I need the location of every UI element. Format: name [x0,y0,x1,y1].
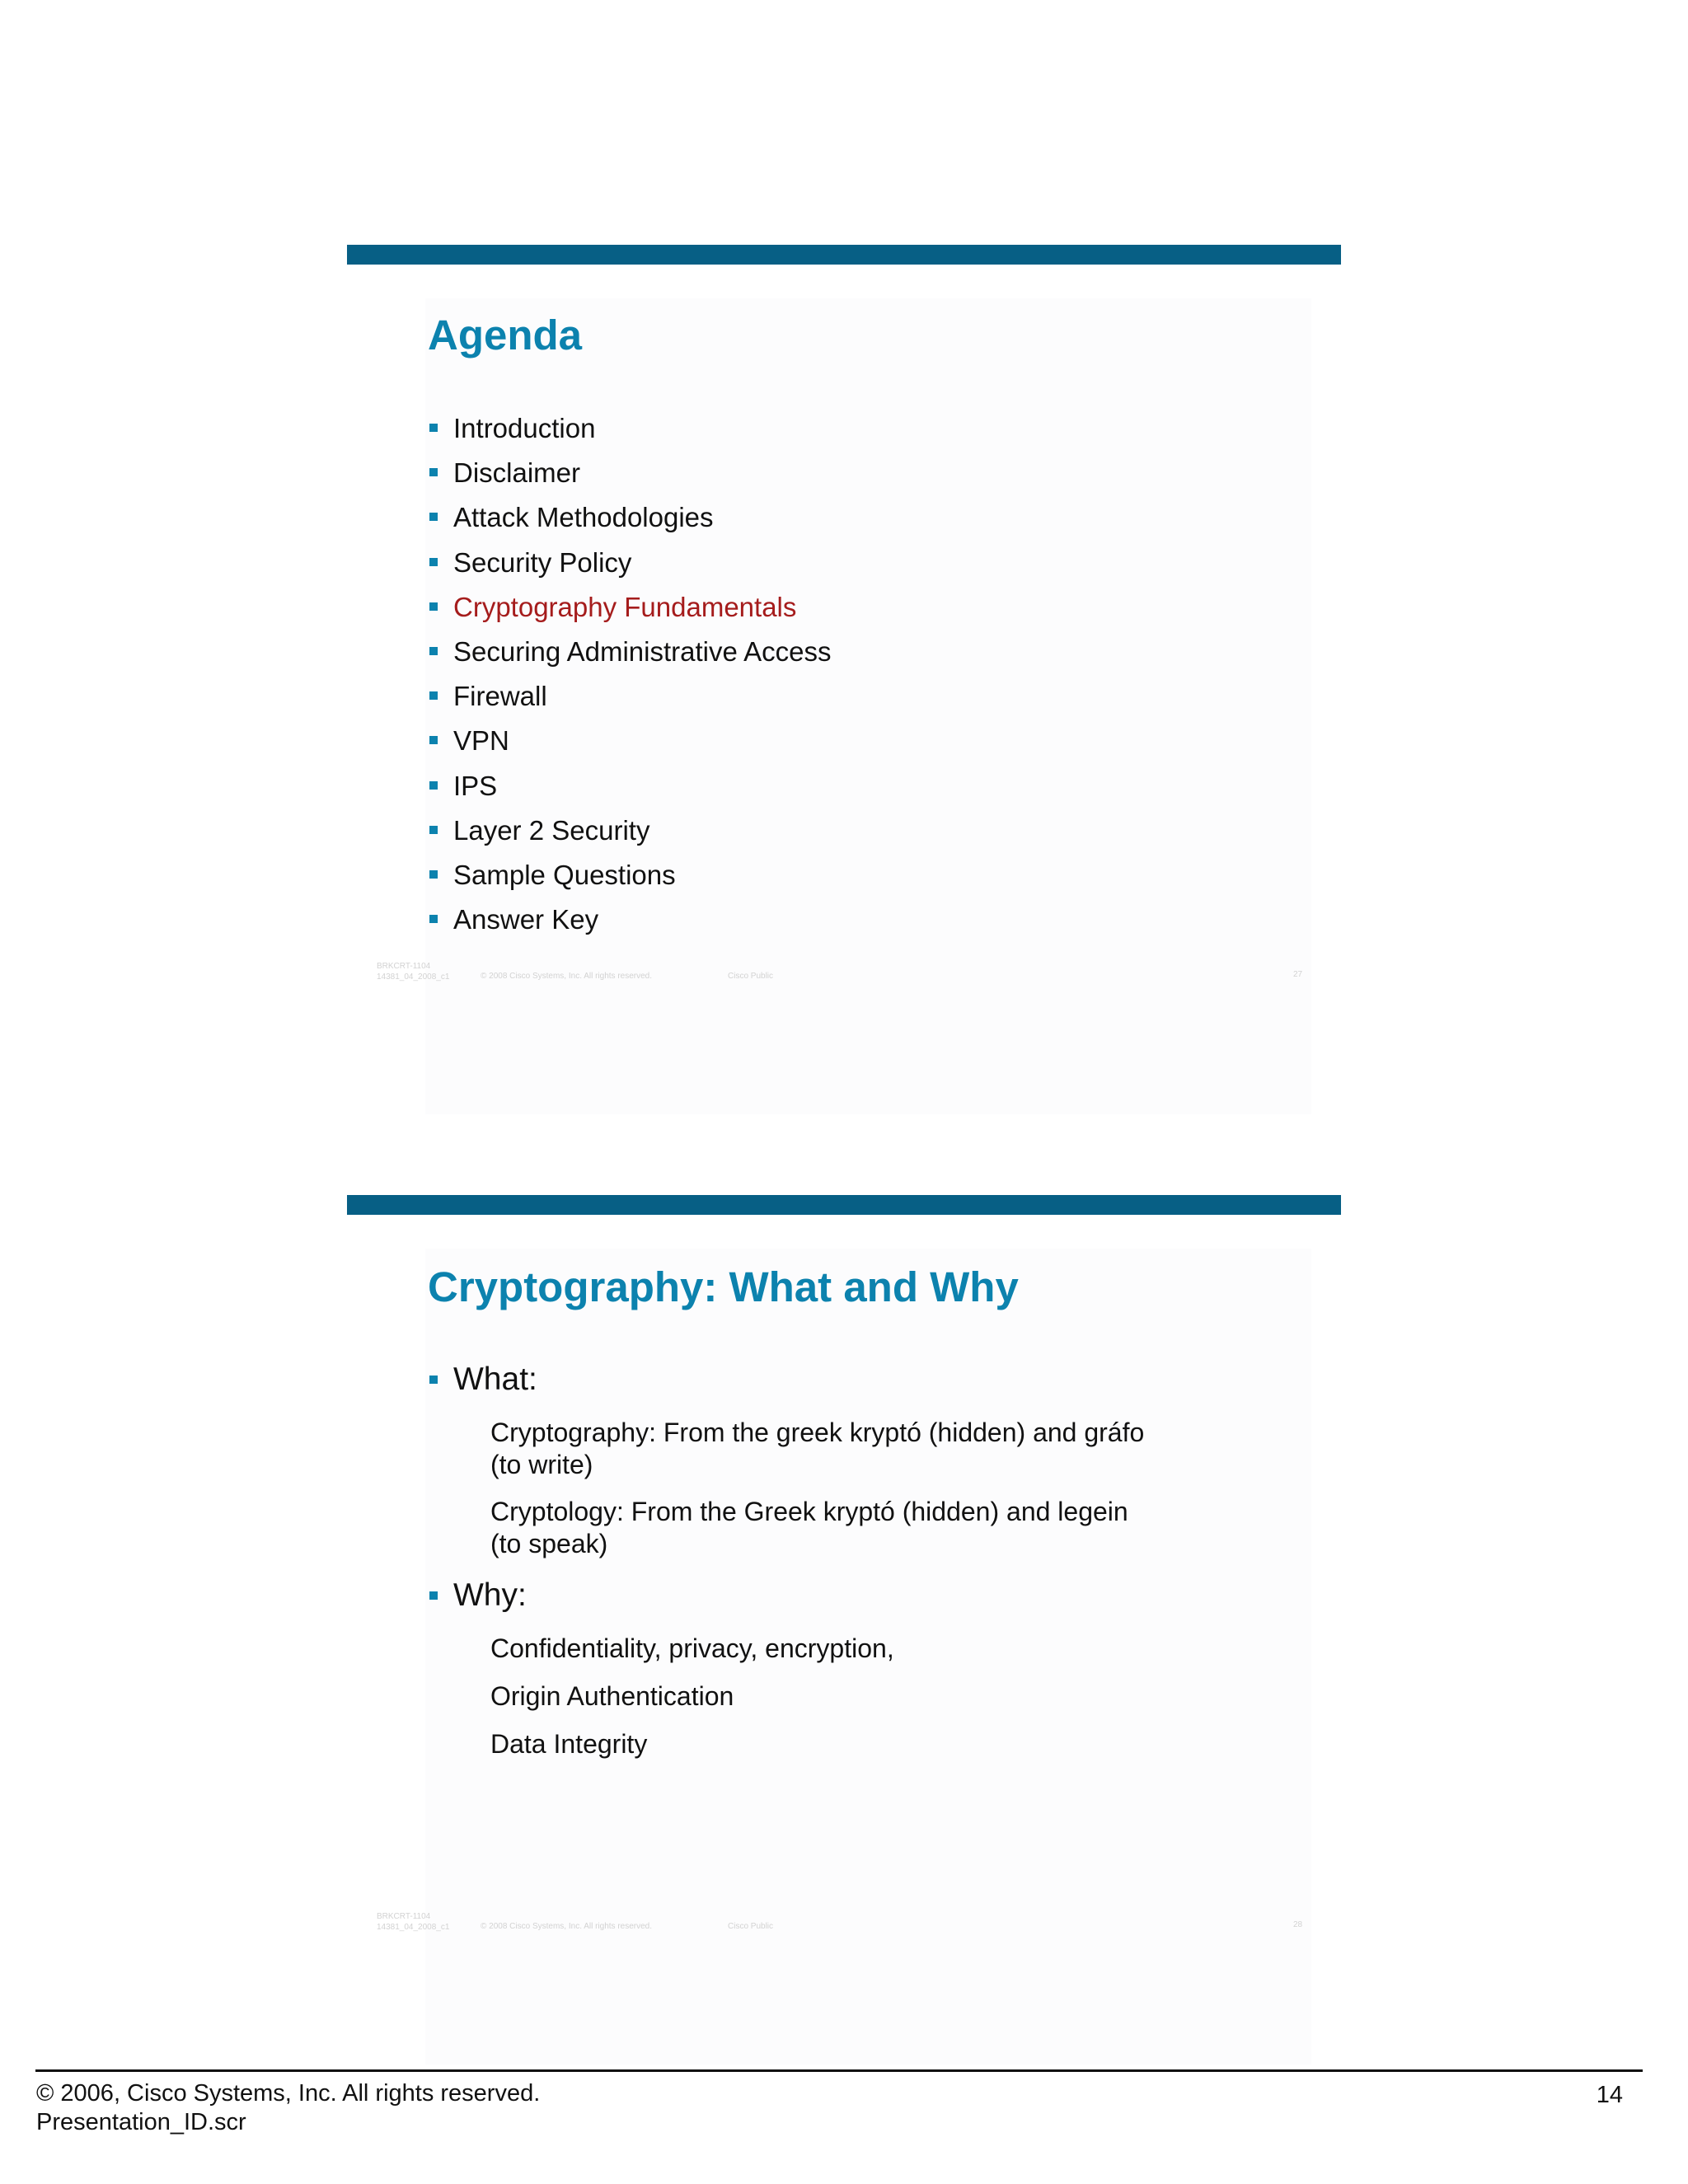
agenda-item: Introduction [428,406,832,451]
why-heading: Why: [428,1577,527,1614]
bullet-square-icon [429,691,438,700]
slide-classification: Cisco Public [728,1922,774,1931]
agenda-item: Sample Questions [428,853,832,898]
bullet-square-icon [429,915,438,923]
why-item: Data Integrity [490,1729,648,1759]
bullet-square-icon [429,781,438,790]
agenda-item: Securing Administrative Access [428,630,832,674]
agenda-list [428,406,832,942]
bullet-square-icon [429,647,438,655]
agenda-item: IPS [428,764,832,808]
agenda-item: Disclaimer [428,451,832,495]
slide-header-bar [347,1195,1341,1215]
slide-title: Cryptography: What and Why [428,1263,1019,1310]
slide-header-bar [347,245,1341,265]
bullet-square-icon [429,602,438,611]
slide-copyright: © 2008 Cisco Systems, Inc. All rights reserved. [481,972,653,981]
agenda-item: Firewall [428,674,832,719]
agenda-item: Answer Key [428,898,832,942]
bullet-square-icon [429,1376,438,1384]
agenda-item: Attack Methodologies [428,495,832,540]
page-source-file: Presentation_ID.scr [36,2109,246,2135]
page-copyright: © 2006, Cisco Systems, Inc. All rights reserved. [36,2080,541,2107]
page-footer-rule [35,2069,1643,2072]
slide-session-id: BRKCRT-1104 14381_04_2008_c1 [377,962,450,982]
slide-agenda [347,245,1341,1118]
agenda-item: Security Policy [428,541,832,585]
slide-classification: Cisco Public [728,972,774,981]
slide-number: 28 [1293,1920,1303,1929]
bullet-square-icon [429,736,438,744]
slide-copyright: © 2008 Cisco Systems, Inc. All rights reserved. [481,1922,653,1931]
bullet-square-icon [429,513,438,521]
page-number: 14 [1596,2082,1623,2108]
bullet-square-icon [429,424,438,432]
what-item: Cryptology: From the Greek kryptó (hidden) and legein (to speak) [490,1497,1128,1558]
agenda-item: Layer 2 Security [428,808,832,853]
agenda-item-current: Cryptography Fundamentals [428,585,832,630]
what-item: Cryptography: From the greek kryptó (hidden) and gráfo (to write) [490,1418,1145,1479]
bullet-square-icon [429,558,438,566]
why-item: Confidentiality, privacy, encryption, [490,1633,894,1663]
bullet-square-icon [429,468,438,476]
why-item: Origin Authentication [490,1681,734,1711]
what-heading: What: [428,1361,537,1398]
agenda-item: VPN [428,719,832,763]
bullet-square-icon [429,870,438,879]
slide-cryptography [347,1195,1341,2069]
slide-session-id: BRKCRT-1104 14381_04_2008_c1 [377,1912,450,1932]
slide-number: 27 [1293,970,1303,979]
bullet-square-icon [429,1591,438,1600]
bullet-square-icon [429,826,438,834]
slide-title: Agenda [428,312,583,359]
